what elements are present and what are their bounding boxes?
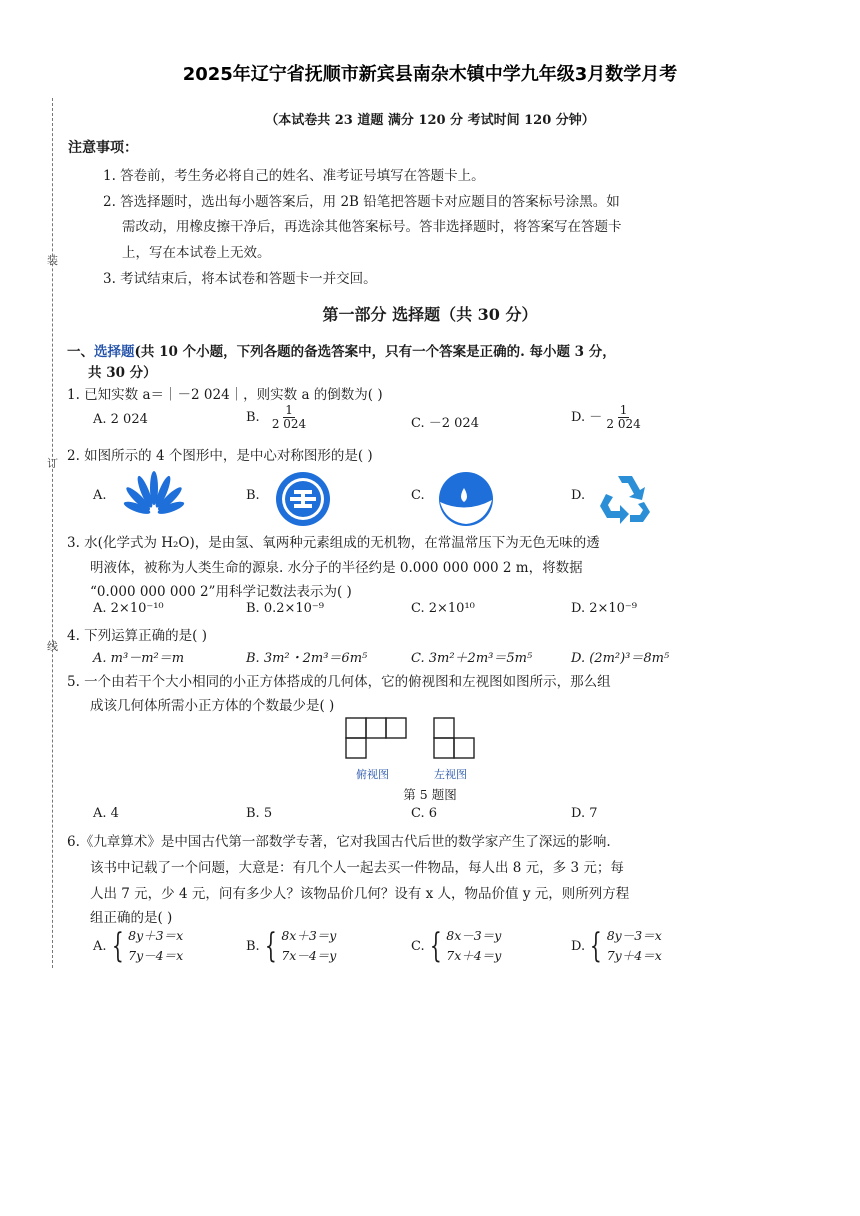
section-prefix: 一、 — [67, 344, 94, 360]
q6-line4: 组正确的是( ) — [90, 910, 173, 926]
notice-item-2-cont: 需改动，用橡皮擦干净后，再选涂其他答案标号。答非选择题时，将答案写在答题卡 — [122, 219, 622, 235]
notice-item-1: 1. 答卷前，考生务必将自己的姓名、准考证号填写在答题卡上。 — [103, 168, 485, 184]
q6-option-c — [411, 926, 501, 966]
q6-option-c-label: C. — [411, 938, 425, 954]
q1-b-numerator: 1 — [285, 403, 293, 417]
brace-icon: { — [429, 926, 442, 966]
q6-line1: 6.《九章算术》是中国古代第一部数学专著，它对我国古代后世的数学家产生了深远的影响. — [67, 834, 611, 850]
q4-option-d: D. (2m²)³＝8m⁵ — [571, 651, 670, 666]
q1-option-b-fraction — [272, 404, 306, 431]
q2-stem: 2. 如图所示的 4 个图形中，是中心对称图形的是( ) — [67, 448, 373, 464]
q6-option-d-label: D. — [571, 938, 586, 954]
exam-info: （本试卷共 23 道题 满分 120 分 考试时间 120 分钟） — [265, 113, 595, 128]
q2-option-b: B. — [246, 488, 260, 503]
part1-title: 第一部分 选择题（共 30 分） — [322, 305, 538, 324]
q6-c-eq1: 8x－3＝y — [446, 928, 502, 943]
round-emblem-icon — [273, 470, 333, 528]
q2-option-a: A. — [93, 488, 107, 503]
brace-icon: { — [589, 926, 602, 966]
q2-option-d: D. — [571, 488, 586, 503]
notice-item-2-cont2: 上，写在本试卷上无效。 — [122, 245, 271, 261]
q1-d-numerator: 1 — [619, 403, 628, 417]
q4-stem: 4. 下列运算正确的是( ) — [67, 628, 207, 644]
q3-option-c: C. 2×10¹⁰ — [411, 601, 475, 616]
top-view-caption: 俯视图 — [356, 768, 389, 781]
q3-option-a: A. 2×10⁻¹⁰ — [93, 601, 164, 616]
q5-option-c: C. 6 — [411, 806, 438, 821]
recycle-icon — [596, 470, 654, 526]
q3-line1: 3. 水(化学式为 H₂O)，是由氢、氧两种元素组成的无机物，在常温常压下为无色无味的透 — [67, 535, 600, 551]
q6-b-eq1: 8x＋3＝y — [281, 928, 337, 943]
q1-option-a: A. 2 024 — [93, 412, 148, 427]
margin-mark-ding: 订 — [47, 457, 58, 470]
q1-option-b — [246, 404, 306, 431]
q6-d-eq1: 8y－3＝x — [606, 928, 662, 943]
left-view-figure — [432, 716, 478, 760]
q4-option-a: A. m³－m²＝m — [93, 651, 185, 666]
q1-option-b-label: B. — [246, 410, 260, 425]
figure-caption: 第 5 题图 — [403, 787, 457, 802]
q6-option-a-label: A. — [93, 938, 107, 954]
q4-option-c: C. 3m²＋2m³＝5m⁵ — [411, 651, 533, 666]
exam-title: 2025年辽宁省抚顺市新宾县南杂木镇中学九年级3月数学月考 — [182, 64, 678, 85]
q5-line2: 成该几何体所需小正方体的个数最少是( ) — [90, 698, 335, 714]
q1-option-d-label: D. － — [571, 410, 603, 425]
section-heading — [67, 340, 616, 360]
q1-stem: 1. 已知实数 a＝｜－2 024｜，则实数 a 的倒数为( ) — [67, 387, 383, 403]
q6-option-b — [246, 926, 336, 966]
fan-logo-icon — [118, 470, 190, 526]
q6-a-eq2: 7y－4＝x — [128, 948, 184, 963]
q5-option-d: D. 7 — [571, 806, 598, 821]
q2-option-c: C. — [411, 488, 425, 503]
water-drop-logo-icon — [434, 470, 498, 528]
margin-mark-xian: 线 — [47, 640, 58, 653]
q1-option-d — [571, 404, 641, 431]
section-desc: (共 10 个小题，下列各题的备选答案中，只有一个答案是正确的. 每小题 3 分， — [134, 344, 616, 360]
notice-heading: 注意事项： — [68, 140, 138, 156]
q3-line2: 明液体，被称为人类生命的源泉. 水分子的半径约是 0.000 000 000 2 m，将数据 — [90, 560, 583, 576]
q1-b-denominator: 2 024 — [271, 417, 307, 431]
brace-icon: { — [264, 926, 277, 966]
q5-option-a: A. 4 — [93, 806, 119, 821]
q6-a-eq1: 8y＋3＝x — [128, 928, 184, 943]
margin-mark-zhuang: 装 — [47, 254, 58, 267]
q3-option-b: B. 0.2×10⁻⁹ — [246, 601, 324, 616]
q3-option-d: D. 2×10⁻⁹ — [571, 601, 638, 616]
q6-b-eq2: 7x－4＝y — [281, 948, 337, 963]
top-view-figure — [344, 716, 410, 760]
binding-line — [52, 98, 53, 968]
q1-d-denominator: 2 024 — [606, 417, 641, 431]
left-view-caption: 左视图 — [434, 768, 467, 781]
brace-icon: { — [111, 926, 124, 966]
notice-item-2: 2. 答选择题时，选出每小题答案后，用 2B 铅笔把答题卡对应题目的答案标号涂黑。如 — [103, 194, 620, 210]
q6-c-eq2: 7x＋4＝y — [446, 948, 502, 963]
q1-option-c: C. －2 024 — [411, 416, 479, 431]
notice-item-3: 3. 考试结束后，将本试卷和答题卡一并交回。 — [103, 271, 377, 287]
section-blue-label: 选择题 — [94, 344, 135, 360]
q6-option-d — [571, 926, 662, 966]
q6-line2: 该书中记载了一个问题，大意是：有几个人一起去买一件物品，每人出 8 元，多 3 元；每 — [90, 860, 624, 876]
q4-option-b: B. 3m²・2m³＝6m⁵ — [246, 651, 368, 666]
q6-option-a — [93, 926, 183, 966]
q1-option-d-fraction — [606, 404, 640, 431]
section-desc-cont: 共 30 分） — [88, 365, 157, 381]
q5-line1: 5. 一个由若干个大小相同的小正方体搭成的几何体，它的俯视图和左视图如图所示，那么组 — [67, 674, 611, 690]
q5-option-b: B. 5 — [246, 806, 273, 821]
q6-option-b-label: B. — [246, 938, 260, 954]
q3-line3: “0.000 000 000 2”用科学记数法表示为( ) — [90, 584, 352, 600]
q6-d-eq2: 7y＋4＝x — [606, 948, 662, 963]
q6-line3: 人出 7 元，少 4 元，问有多少人？该物品价几何？设有 x 人，物品价值 y 元，则所列方程 — [90, 886, 630, 902]
